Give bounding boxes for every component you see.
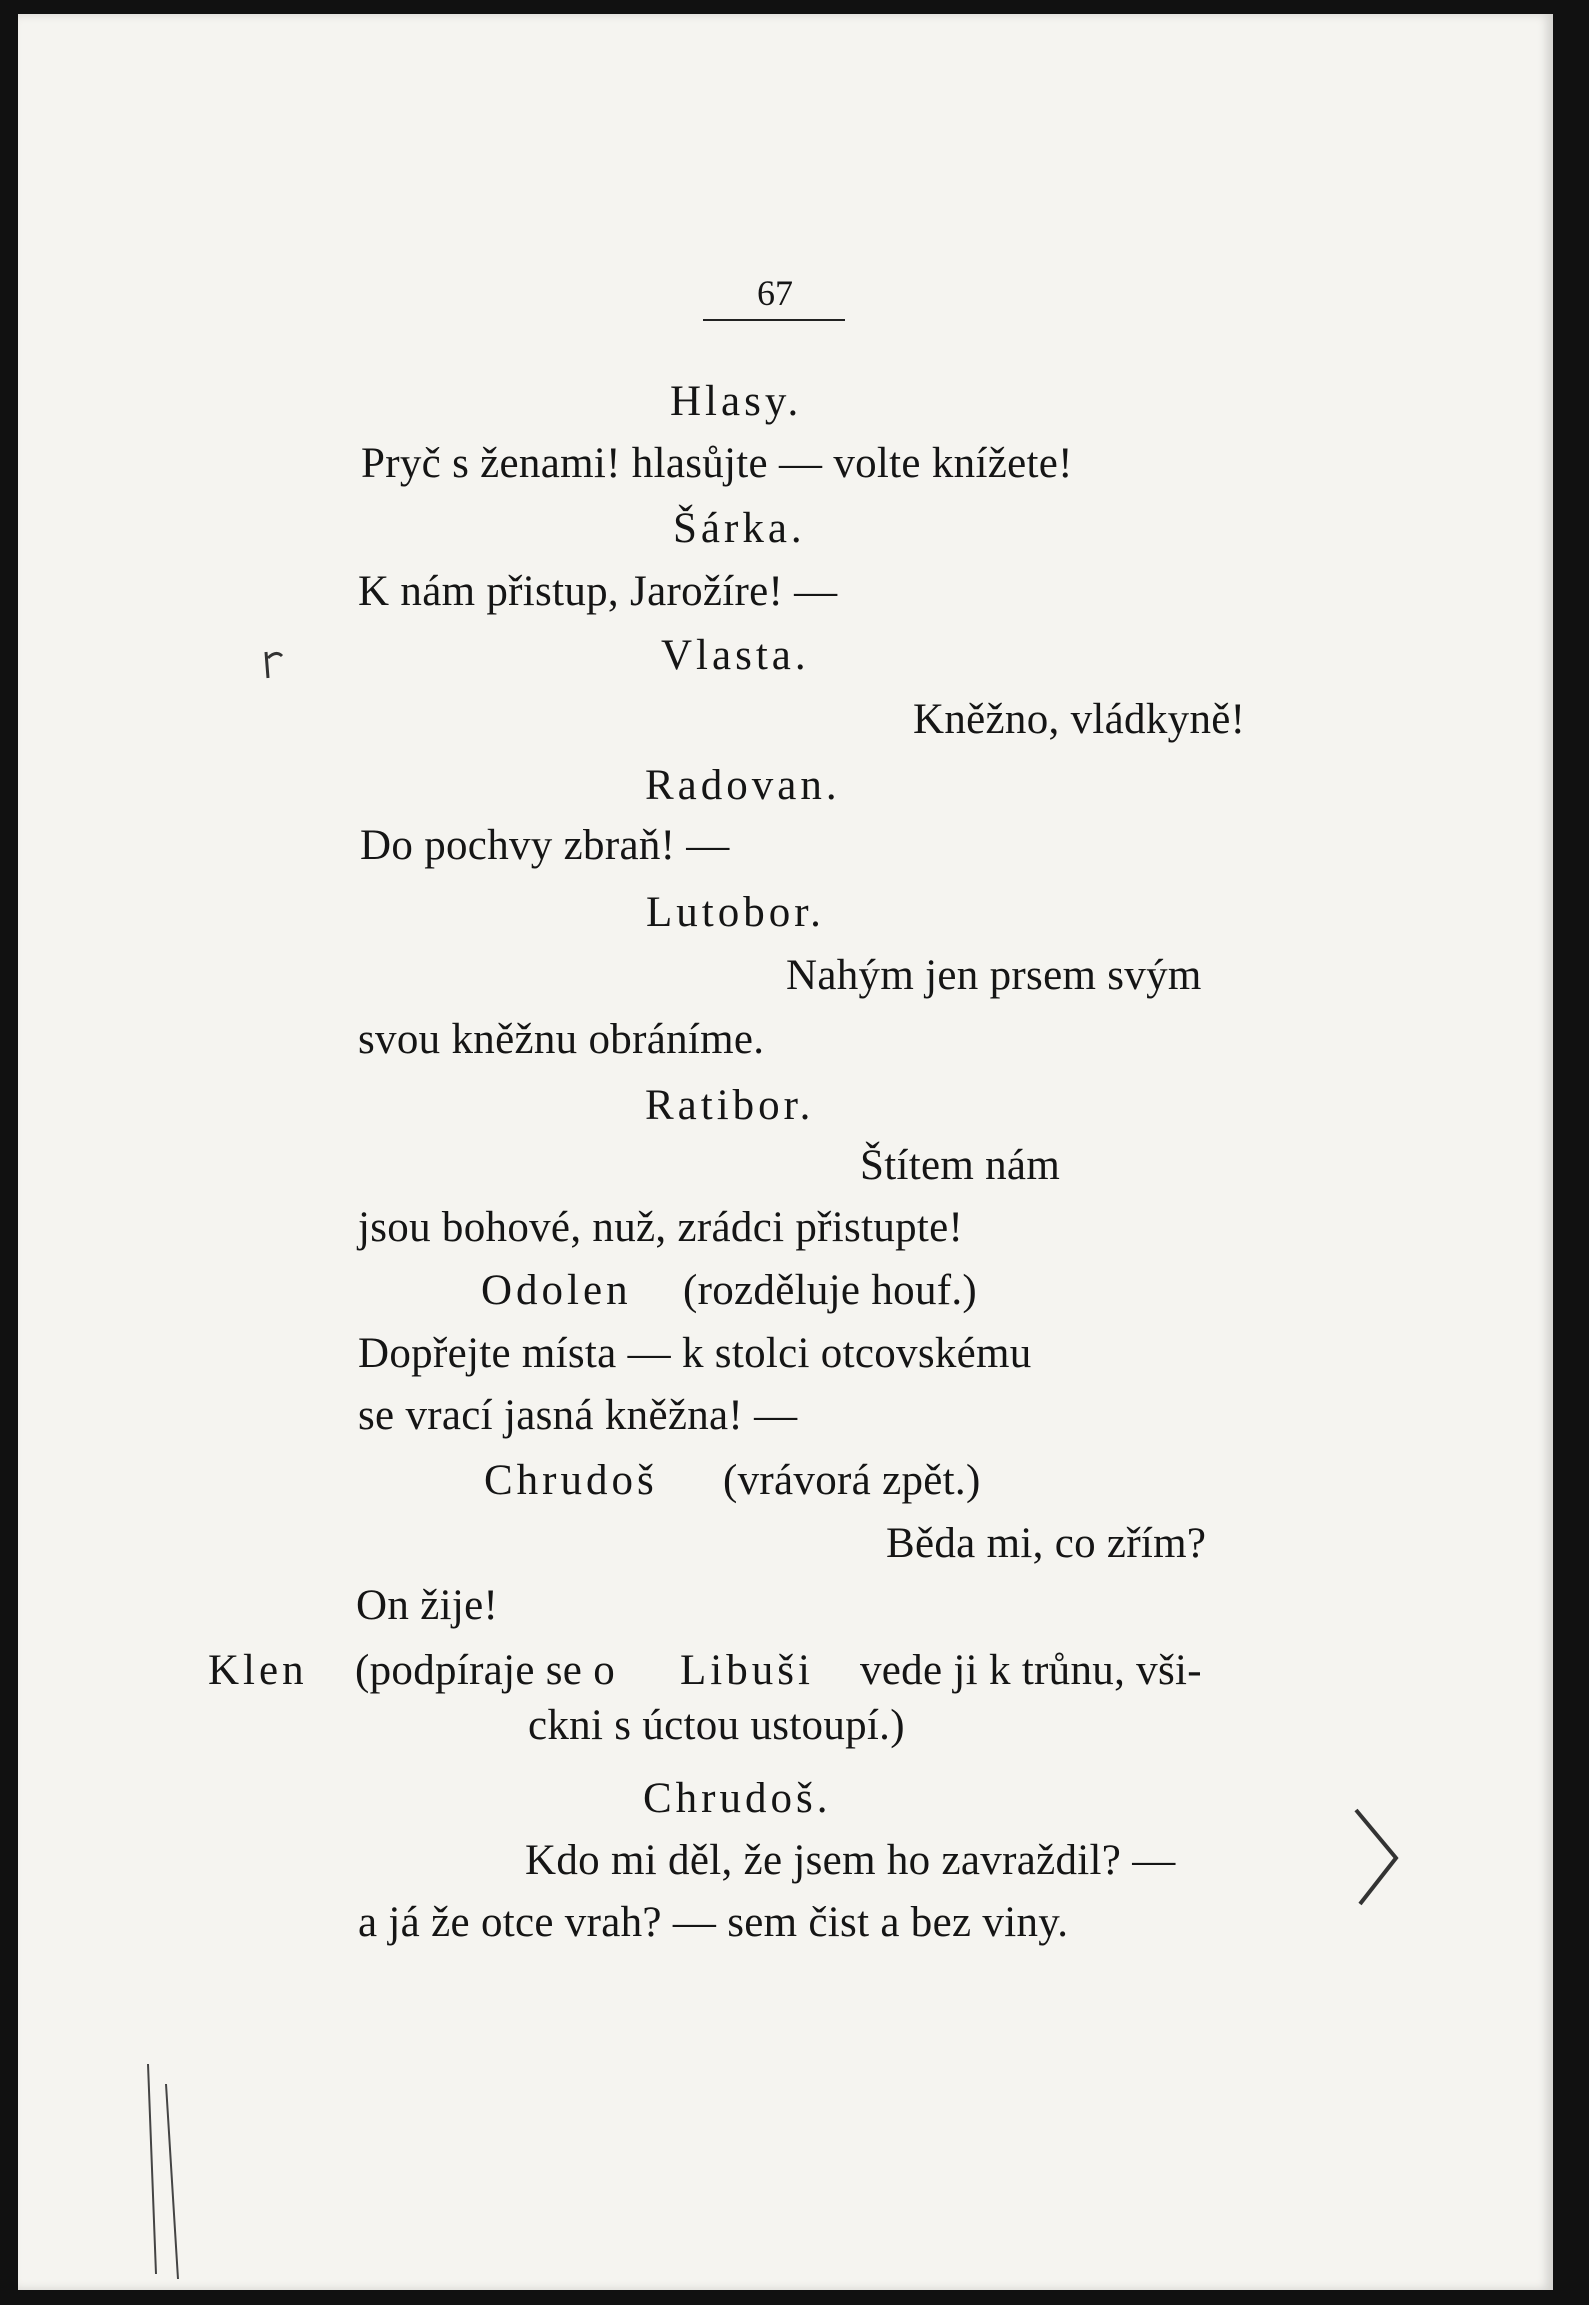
margin-r-mark [258, 644, 288, 684]
verse-vlasta: Kněžno, vládkyně! [913, 696, 1246, 743]
stage-klen-2: ckni s úctou ustoupí.) [528, 1702, 905, 1749]
speaker-hlasy: Hlasy. [670, 378, 803, 425]
margin-stroke-marks [138, 2064, 198, 2284]
verse-odolen-2: se vrací jasná kněžna! — [358, 1392, 798, 1439]
speaker-chrudos-2: Chrudoš. [643, 1775, 832, 1822]
verse-chrudos-4: a já že otce vrah? — sem čist a bez viny. [358, 1899, 1069, 1946]
margin-bracket-mark [1348, 1804, 1408, 1914]
verse-sarka: K nám přistup, Jarožíre! — [358, 568, 838, 615]
speaker-ratibor: Ratibor. [645, 1082, 815, 1129]
verse-chrudos-1: Běda mi, co zřím? [886, 1520, 1207, 1567]
speaker-radovan: Radovan. [645, 762, 841, 809]
speaker-odolen: Odolen [481, 1267, 632, 1314]
stage-odolen: (rozděluje houf.) [683, 1267, 978, 1314]
speaker-vlasta: Vlasta. [661, 632, 810, 679]
verse-chrudos-2: On žije! [356, 1582, 499, 1629]
stage-klen-1a: (podpíraje se o [355, 1647, 616, 1694]
verse-chrudos-3: Kdo mi děl, že jsem ho zavraždil? — [525, 1837, 1176, 1884]
verse-radovan: Do pochvy zbraň! — [360, 822, 730, 869]
speaker-klen: Klen [208, 1647, 308, 1694]
verse-odolen-1: Dopřejte místa — k stolci otcovskému [358, 1330, 1032, 1377]
verse-lutobor-1: Nahým jen prsem svým [786, 952, 1202, 999]
speaker-chrudos-1: Chrudoš [484, 1457, 658, 1504]
verse-hlasy: Pryč s ženami! hlasůjte — volte knížete! [361, 440, 1073, 487]
page-number: 67 [757, 273, 793, 313]
speaker-lutobor: Lutobor. [646, 889, 825, 936]
page-number-rule [703, 319, 845, 321]
stage-klen-1c: vede ji k trůnu, vši- [860, 1647, 1202, 1694]
book-page [18, 14, 1553, 2290]
speaker-sarka: Šárka. [673, 505, 806, 552]
stage-klen-1b: Libuši [680, 1647, 814, 1694]
verse-lutobor-2: svou kněžnu obráníme. [358, 1016, 765, 1063]
verse-ratibor-2: jsou bohové, nuž, zrádci přistupte! [358, 1204, 964, 1251]
verse-ratibor-1: Štítem nám [860, 1142, 1061, 1189]
stage-chrudos: (vrávorá zpět.) [723, 1457, 981, 1504]
